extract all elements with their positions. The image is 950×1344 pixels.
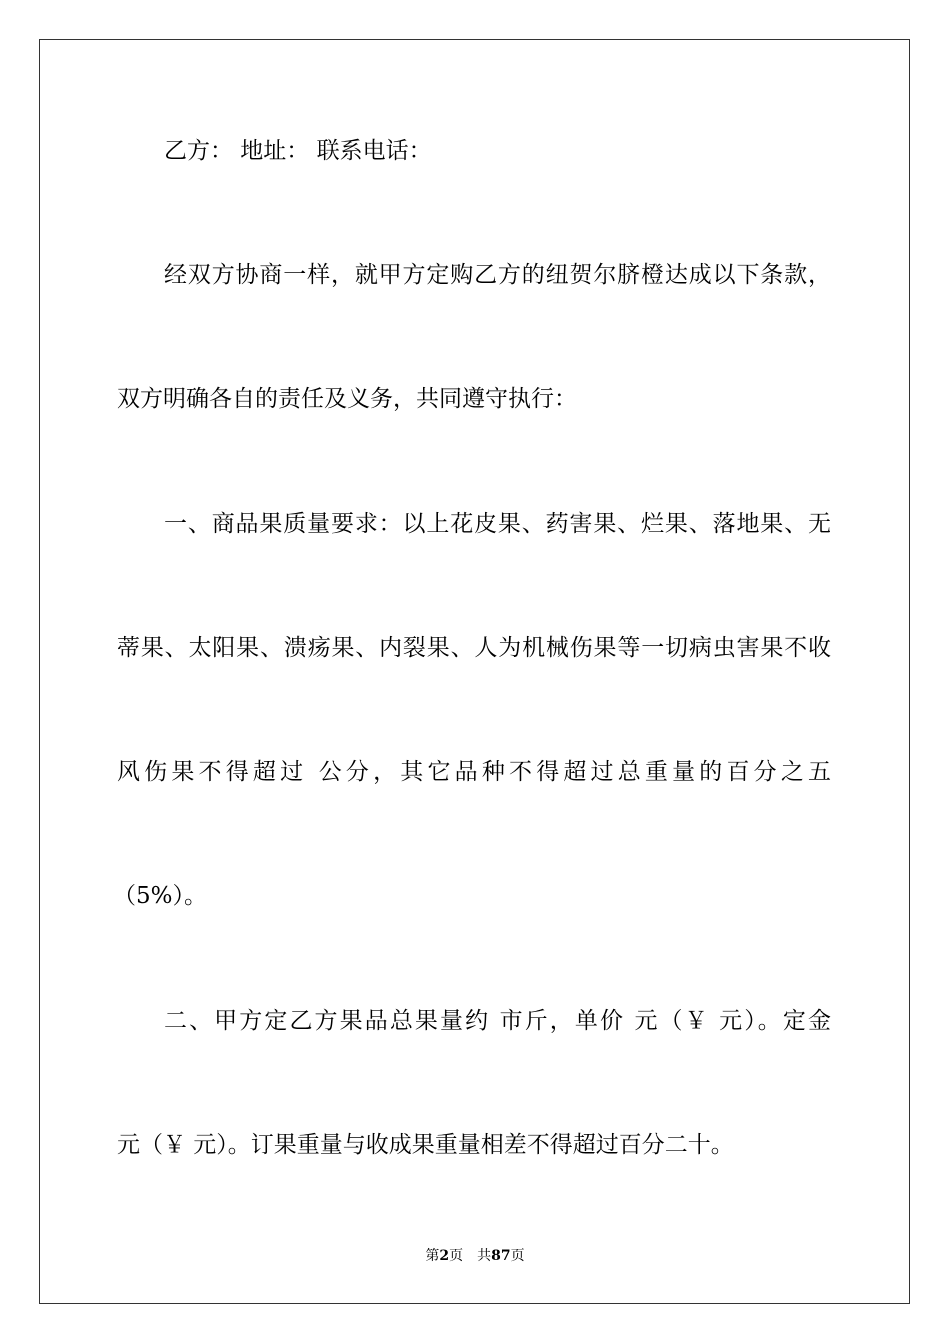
clause-one-line-2: 蒂果、太阳果、溃疡果、内裂果、人为机械伤果等一切病虫害果不收 — [117, 635, 831, 661]
page-frame — [39, 39, 910, 1304]
clause-one-line-4: （5%）。 — [113, 883, 207, 909]
party-b-info-line: 乙方： 地址： 联系电话： — [164, 138, 432, 164]
clause-two-line-1: 二、甲方定乙方果品总果量约 市斤，单价 元（￥ 元）。定金 — [164, 1008, 831, 1034]
footer-total-suffix: 页 — [510, 1248, 525, 1264]
footer-total-prefix: 共 — [477, 1248, 492, 1264]
footer-total-number: 87 — [491, 1248, 511, 1264]
page-footer — [0, 1246, 950, 1266]
footer-page-suffix: 页 — [449, 1248, 464, 1264]
paragraph-intro-line-2: 双方明确各自的责任及义务，共同遵守执行： — [117, 386, 577, 412]
footer-page-prefix: 第 — [425, 1248, 440, 1264]
paragraph-intro-line-1: 经双方协商一样，就甲方定购乙方的纽贺尔脐橙达成以下条款， — [164, 262, 831, 288]
clause-two-line-2: 元（￥ 元）。订果重量与收成果重量相差不得超过百分二十。 — [117, 1132, 734, 1158]
clause-one-line-1: 一、商品果质量要求：以上花皮果、药害果、烂果、落地果、无 — [164, 511, 831, 537]
footer-page-number: 2 — [439, 1248, 450, 1264]
clause-one-line-3: 风伤果不得超过 公分，其它品种不得超过总重量的百分之五 — [117, 759, 831, 785]
